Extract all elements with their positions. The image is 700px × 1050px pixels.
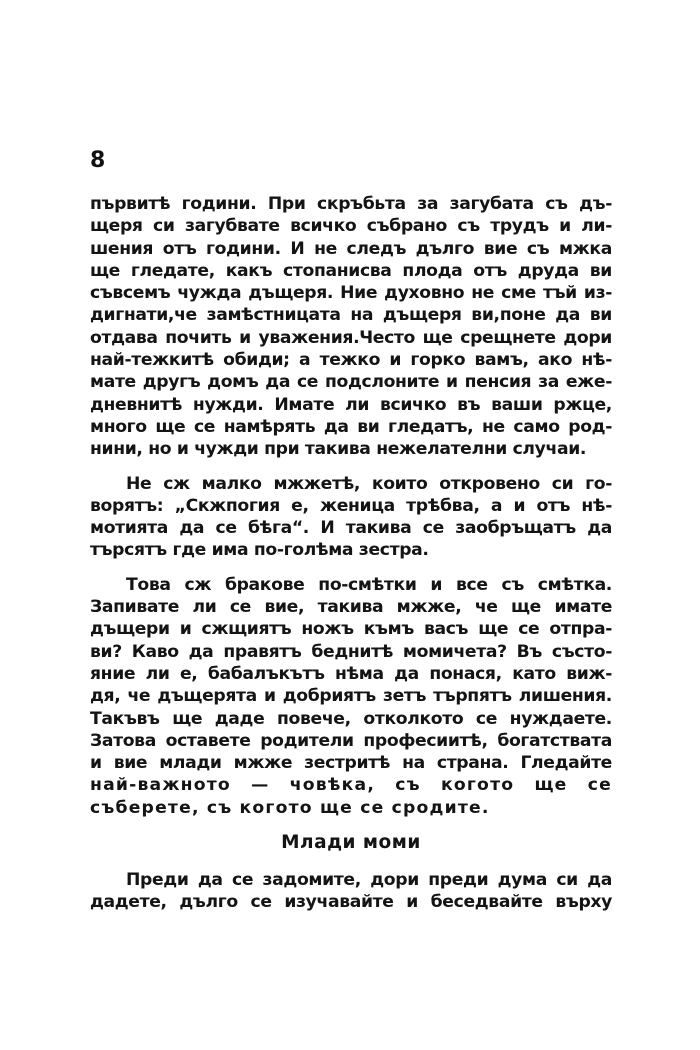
section-heading: Млади моми [281, 832, 421, 854]
text-line: Това сж бракове по-смѣтки и все съ смѣтка. [126, 574, 612, 595]
text-line: Запивате ли се вие, такива мжже, че ще имате [90, 597, 612, 618]
text-line: мотията да се бѣга“. И такива се заобръщатъ да [90, 518, 612, 539]
text-line: ще гледате, какъ стопанисва плода отъ друда ви [90, 260, 612, 281]
text-line: шения отъ години. И не следъ дълго вие съ мжка [90, 238, 612, 259]
text-line: най-важното — човѣка, съ когото ще се [90, 775, 612, 796]
body-text [90, 193, 612, 914]
paragraph-2 [90, 473, 612, 562]
text-line: Затова оставете родители професиитѣ, богатствата [90, 730, 612, 751]
text-line: дигнати,че замѣстницата на дъщеря ви,поне да ви [90, 305, 612, 326]
text-line: дя, че дъщерята и добриятъ зетъ търпятъ лишения. [90, 686, 612, 707]
text-line: много ще се намѣрять да ви гледатъ, не само род- [90, 416, 612, 437]
text-line: ворятъ: „Скжпогия е, женица трѣбва, а и отъ нѣ- [90, 495, 612, 516]
text-line: и вие млади мжже зестритѣ на страна. Гледайте [90, 753, 612, 774]
text-line: отдава почить и уважения.Често ще срещнете дори [90, 327, 612, 348]
page-number: 8 [90, 148, 106, 173]
text-line: дадете, дълго се изучавайте и беседвайте върху [90, 892, 612, 913]
paragraph-gap [90, 562, 612, 574]
text-line: дъщери и сжщиятъ ножъ къмъ васъ ще се отпра- [90, 619, 612, 640]
text-line: нини, но и чужди при такива нежелателни случаи. [90, 439, 587, 460]
text-line: ви? Каво да правятъ беднитѣ момичета? Въ състо- [90, 641, 612, 662]
text-line: Не сж малко мжжетѣ, които откровено си го- [126, 473, 612, 494]
text-line: Преди да се задомите, дори преди дума си да [126, 870, 612, 891]
paragraph-3 [90, 574, 612, 819]
text-line: щеря си загубвате всичко събрано съ трудъ и ли- [90, 216, 612, 237]
text-line: най-тежкитѣ обиди; а тежко и горко вамъ, ако нѣ- [90, 350, 612, 371]
text-line: съберете, съ когото ще се сродите. [90, 797, 490, 818]
text-line: яние ли е, бабалъкътъ нѣма да понася, като виж- [90, 663, 612, 684]
paragraph-4 [90, 869, 612, 914]
paragraph-gap [90, 461, 612, 473]
text-line: дневнитѣ нужди. Имате ли всичко въ ваши ржце, [90, 394, 612, 415]
text-line: търсятъ где има по-голѣма зестра. [90, 540, 429, 561]
text-line: Такъвъ ще даде повече, отколкото се нуждаете. [90, 708, 612, 729]
paragraph-1 [90, 193, 612, 461]
text-line: мате другъ домъ да се подслоните и пенсия за еже- [90, 372, 612, 393]
text-line: първитѣ години. При скръбьта за загубата съ дъ- [90, 194, 612, 214]
text-line: съвсемъ чужда дъщеря. Ние духовно не сме тъй из- [90, 283, 612, 304]
